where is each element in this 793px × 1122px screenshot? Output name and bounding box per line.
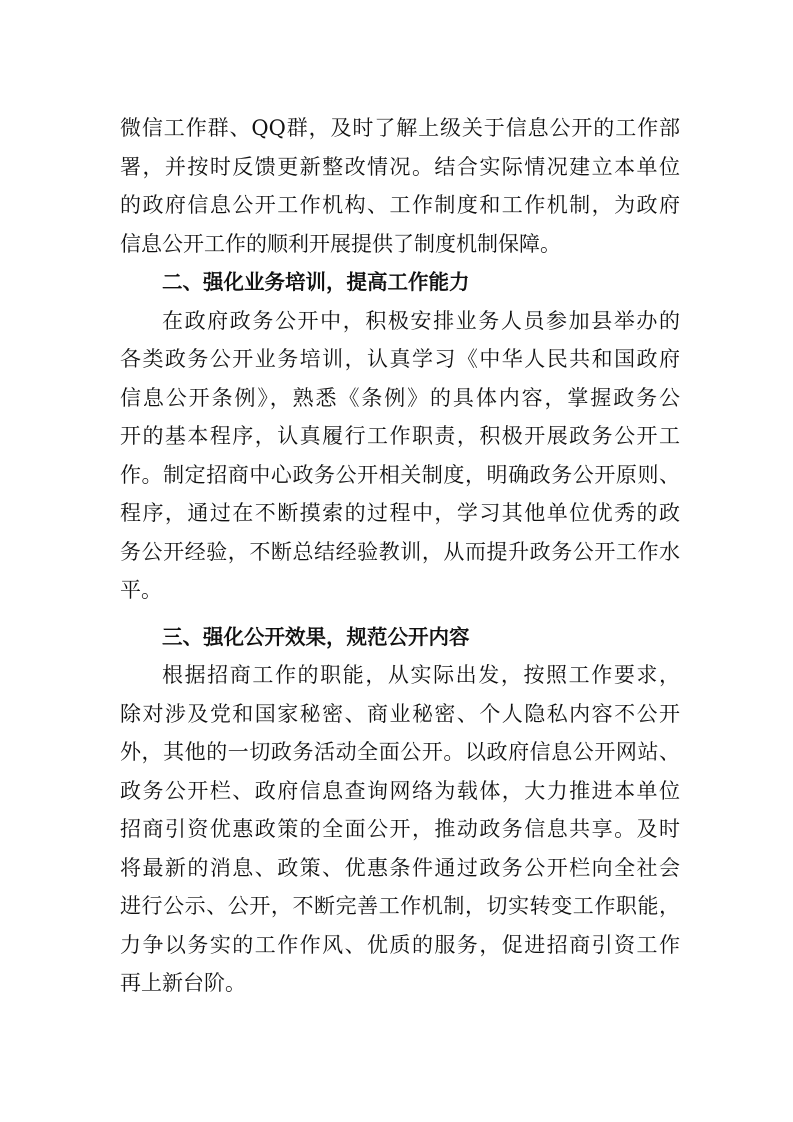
paragraph-1 [120, 109, 680, 263]
paragraph-3 [120, 656, 680, 1003]
paragraph-line: 署，并按时反馈更新整改情况。结合实际情况建立本单位 [120, 154, 680, 179]
paragraph-line: 外，其他的一切政务活动全面公开。以政府信息公开网站、 [120, 740, 680, 764]
paragraph-line: 将最新的消息、政策、优惠条件通过政务公开栏向全社会 [120, 855, 680, 880]
paragraph-line: 根据招商工作的职能，从实际出发，按照工作要求， [162, 663, 680, 687]
paragraph-line: 开的基本程序，认真履行工作职责，积极开展政务公开工 [120, 424, 680, 448]
paragraph-line: 招商引资优惠政策的全面公开，推动政务信息共享。及时 [120, 817, 680, 841]
paragraph-line: 平。 [120, 578, 162, 602]
paragraph-line: 的政府信息公开工作机构、工作制度和工作机制，为政府 [120, 193, 680, 217]
section-heading-2: 二、强化业务培训，提高工作能力 [162, 270, 470, 294]
paragraph-line: 再上新台阶。 [120, 971, 246, 995]
paragraph-line: 在政府政务公开中，积极安排业务人员参加县举办的 [162, 308, 680, 333]
paragraph-2 [120, 302, 680, 610]
paragraph-line: 除对涉及党和国家秘密、商业秘密、个人隐私内容不公开 [120, 701, 680, 726]
paragraph-line: 信息公开工作的顺利开展提供了制度机制保障。 [120, 231, 561, 256]
paragraph-line: 力争以务实的工作作风、优质的服务，促进招商引资工作 [120, 932, 680, 957]
paragraph-line: 程序，通过在不断摸索的过程中，学习其他单位优秀的政 [120, 501, 680, 525]
paragraph-line: 进行公示、公开，不断完善工作机制，切实转变工作职能， [120, 894, 680, 918]
document-body [120, 109, 680, 1003]
paragraph-line: 信息公开条例》，熟悉《条例》的具体内容，掌握政务公 [120, 385, 680, 410]
paragraph-line: 微信工作群、QQ群，及时了解上级关于信息公开的工作部 [120, 116, 680, 140]
paragraph-line: 各类政务公开业务培训，认真学习《中华人民共和国政府 [120, 347, 680, 371]
paragraph-line: 作。制定招商中心政务公开相关制度，明确政务公开原则、 [120, 462, 680, 487]
section-heading-3: 三、强化公开效果，规范公开内容 [162, 624, 470, 649]
paragraph-line: 务公开经验，不断总结经验教训，从而提升政务公开工作水 [120, 539, 680, 564]
paragraph-line: 政务公开栏、政府信息查询网络为载体，大力推进本单位 [120, 778, 680, 803]
